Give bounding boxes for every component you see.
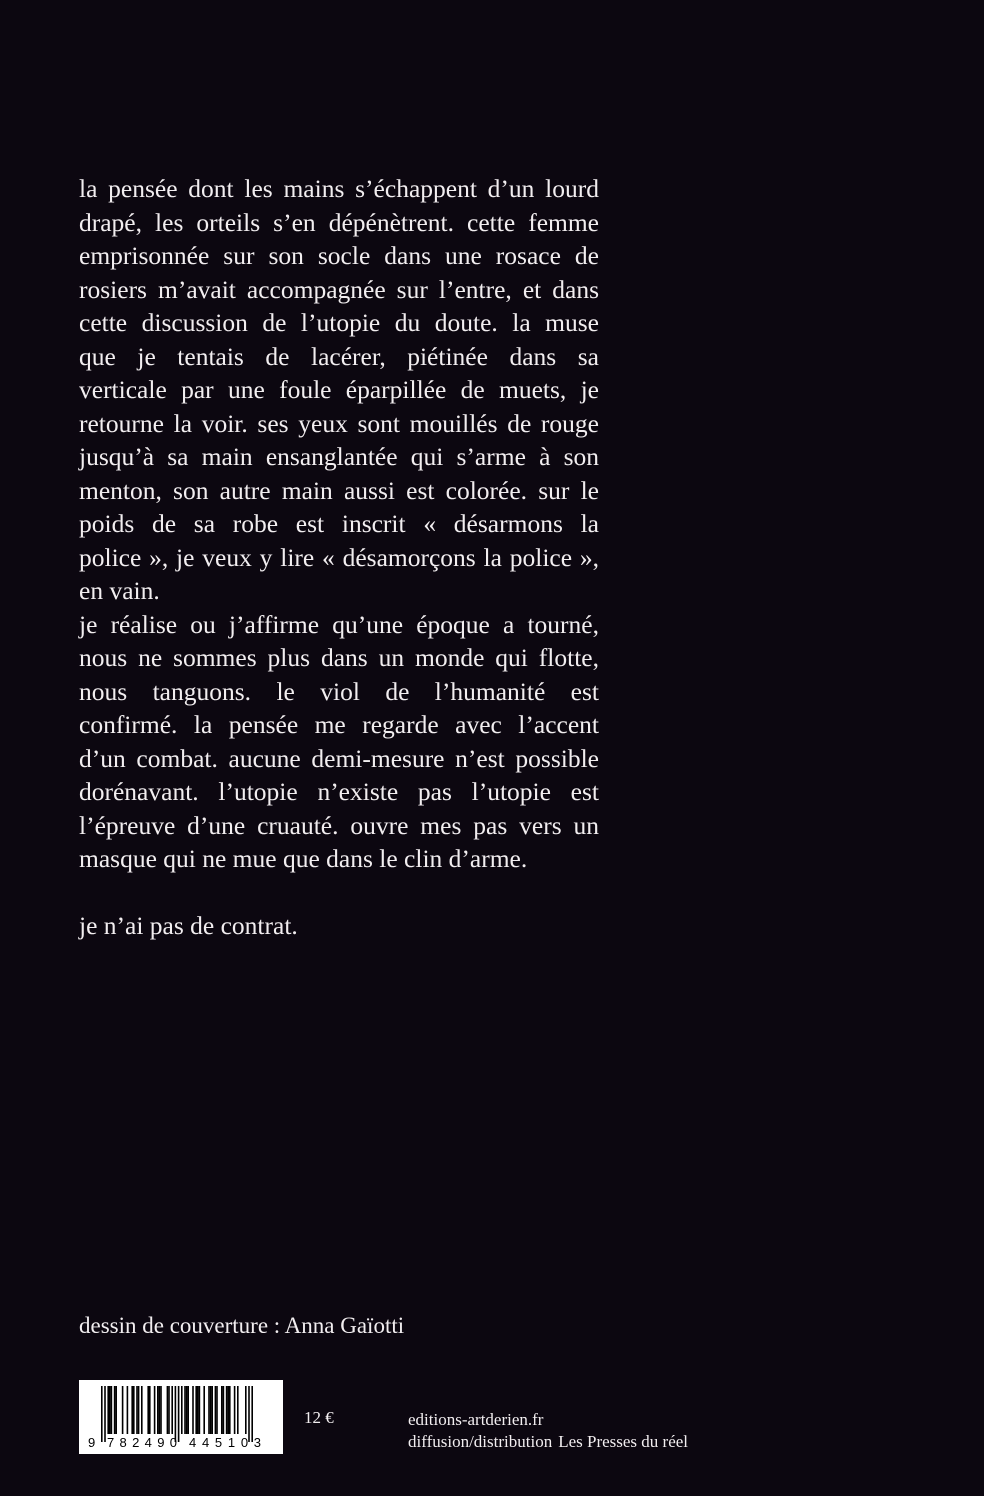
barcode-bar [101,1386,103,1442]
isbn-barcode [79,1380,283,1454]
text-line: que je tentais de lacérer, piétinée dans sa [79,341,599,371]
barcode-bar [181,1386,183,1434]
barcode-bar [221,1386,223,1434]
text-line: d’un combat. aucune demi-mesure n’est possible [79,743,599,773]
barcode-bar [111,1386,113,1434]
barcode-bar [167,1386,169,1434]
text-line: confirmé. la pensée me regarde avec l’accent [79,710,599,739]
barcode-bar [104,1386,106,1442]
barcode-bar [237,1386,239,1434]
text-line: en vain. [79,576,160,605]
publisher-info [408,1409,688,1453]
distributor-name: Les Presses du réel [558,1432,689,1451]
barcode-bar [136,1386,138,1434]
barcode-bar [234,1386,236,1434]
barcode-bar [168,1386,170,1434]
barcode-digit-first: 9 [88,1435,96,1450]
barcode-bar [195,1386,197,1434]
barcode-bar [133,1386,135,1434]
barcode-bar [187,1386,189,1434]
barcode-bar [109,1386,111,1434]
text-line: dorénavant. l’utopie n’existe pas l’utopie est [79,777,599,806]
text-line: poids de sa robe est inscrit « désarmons la [79,509,599,538]
barcode-bar [115,1386,117,1434]
barcode-bar [175,1386,177,1442]
barcode-bar [178,1386,180,1442]
barcode-bar [223,1386,225,1434]
text-line: nous tanguons. le viol de l’humanité est [79,676,599,706]
barcode-bar [226,1386,228,1434]
barcode-bar [160,1386,162,1434]
distribution-label: diffusion/distribution [408,1432,553,1451]
barcode-bar [199,1386,201,1434]
barcode-bar [211,1386,213,1434]
barcode-bar [251,1386,253,1442]
text-line: je réalise ou j’affirme qu’une époque a tourné, [79,609,599,639]
paragraph-gap [79,876,599,910]
text-line: l’épreuve d’une cruauté. ouvre mes pas vers un [79,810,599,840]
barcode-bars [101,1386,253,1442]
text-line: verticale par une foule éparpillée de muets, je [79,375,599,404]
barcode-bar [107,1386,109,1434]
text-line: la pensée dont les mains s’échappent d’un lourd [79,174,599,203]
text-line: drapé, les orteils s’en dépénètrent. cette femme [79,207,599,237]
text-line: nous ne sommes plus dans un monde qui flotte, [79,643,599,672]
barcode-bar [157,1386,159,1434]
barcode-bar [245,1386,247,1434]
barcode-bar [184,1386,186,1434]
barcode-bar [138,1386,140,1434]
text-line: emprisonnée sur son socle dans une rosace de [79,241,599,270]
text-line: masque qui ne mue que dans le clin d’arme. [79,844,528,873]
body-text [79,172,599,943]
barcode-graphic [79,1380,283,1454]
closing-line: je n’ai pas de contrat. [79,911,298,940]
barcode-bar [127,1386,129,1434]
barcode-bar [186,1386,188,1434]
barcode-bar [141,1386,143,1434]
barcode-bar [147,1386,149,1434]
barcode-bar [192,1386,194,1434]
barcode-bar [131,1386,133,1434]
barcode-bar [114,1386,116,1434]
text-line: retourne la voir. ses yeux sont mouillés de rouge [79,408,599,438]
text-line: menton, son autre main aussi est colorée. sur le [79,475,599,505]
barcode-bar [122,1386,124,1434]
barcode-bar [154,1386,156,1434]
barcode-bar [227,1386,229,1434]
text-line: police », je veux y lire « désamorçons la police », [79,542,599,572]
barcode-bar [248,1386,250,1442]
barcode-bar [208,1386,210,1434]
barcode-bar [203,1386,205,1434]
text-line: rosiers m’avait accompagnée sur l’entre, et dans [79,274,599,304]
barcode-bar [149,1386,151,1434]
barcode-bar [210,1386,212,1434]
publisher-website: editions-artderien.fr [408,1410,544,1429]
barcode-bar [216,1386,218,1434]
cover-credit: dessin de couverture : Anna Gaïotti [79,1313,405,1338]
distribution-line [408,1431,688,1453]
text-line: cette discussion de l’utopie du doute. la muse [79,308,599,337]
barcode-bar [229,1386,231,1434]
barcode-digits-right: 445103 [189,1435,261,1450]
barcode-bar [159,1386,161,1434]
price-label: 12 € [304,1408,334,1427]
barcode-bar [171,1386,173,1434]
text-line: jusqu’à sa main ensanglantée qui s’arme à son [79,442,599,471]
barcode-bar [215,1386,217,1434]
barcode-digits-left: 782490 [107,1435,177,1450]
barcode-bar [197,1386,199,1434]
